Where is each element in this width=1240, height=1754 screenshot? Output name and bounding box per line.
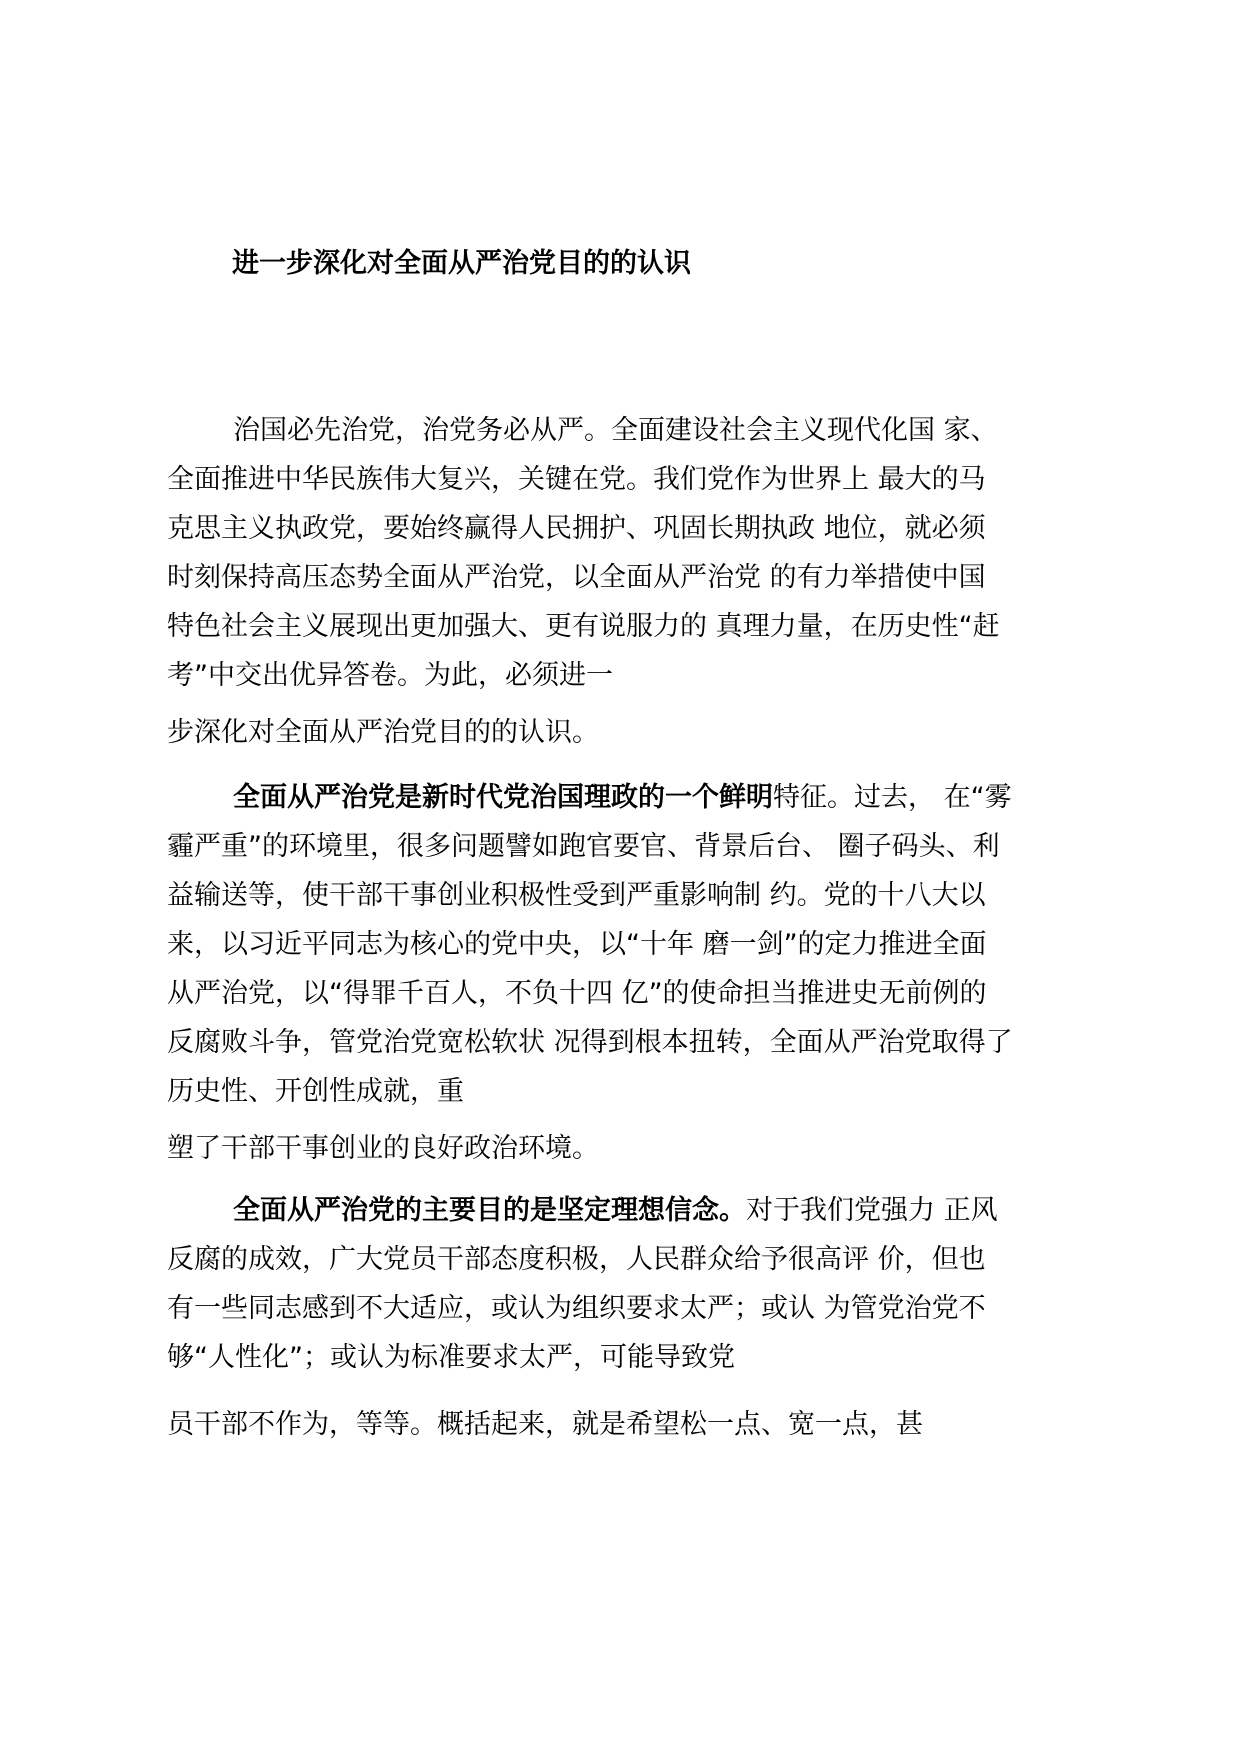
paragraph-3-lead-rest: 对于我们党强力 正风	[746, 1195, 998, 1226]
paragraph-3-line-1	[167, 1186, 1097, 1235]
paragraph-2-line-2: 霾严重”的环境里，很多问题譬如跑官要官、背景后台、 圈子码头、利	[167, 831, 1000, 862]
paragraph-1-line-5: 特色社会主义展现出更加强大、更有说服力的 真理力量，在历史性“赶	[167, 611, 1000, 642]
paragraph-3	[167, 1186, 1097, 1382]
paragraph-2-lead-bold: 全面从严治党是新时代党治国理政的一个鲜明	[233, 782, 773, 813]
paragraph-1	[167, 406, 1097, 700]
paragraph-2-line-1	[167, 773, 1097, 822]
paragraph-2	[167, 773, 1097, 1116]
paragraph-1-line-3: 克思主义执政党，要始终赢得人民拥护、巩固长期执政 地位，就必须	[167, 513, 986, 544]
document-title: 进一步深化对全面从严治党目的的认识	[232, 248, 691, 279]
paragraph-1-line-1: 治国必先治党，治党务必从严。全面建设社会主义现代化国 家、	[233, 415, 998, 446]
paragraph-2-line-6: 反腐败斗争，管党治党宽松软状 况得到根本扭转，全面从严治党取得了	[167, 1027, 1013, 1058]
paragraph-2-line-5: 从严治党，以“得罪千百人，不负十四 亿”的使命担当推进史无前例的	[167, 978, 987, 1009]
paragraph-1-line-4: 时刻保持高压态势全面从严治党，以全面从严治党 的有力举措使中国	[167, 562, 986, 593]
paragraph-3-line-2: 反腐的成效，广大党员干部态度积极，人民群众给予很高评 价，但也	[167, 1244, 986, 1275]
paragraph-2-line-4: 来，以习近平同志为核心的党中央，以“十年 磨一剑”的定力推进全面	[167, 929, 987, 960]
paragraph-2-lead-rest: 特征。过去， 在“雾	[773, 782, 1012, 813]
paragraph-3-line-3: 有一些同志感到不大适应，或认为组织要求太严；或认 为管党治党不	[167, 1293, 986, 1324]
paragraph-2-line-3: 益输送等，使干部干事创业积极性受到严重影响制 约。党的十八大以	[167, 880, 986, 911]
paragraph-1-line-6: 考”中交出优异答卷。为此，必须进一	[167, 660, 613, 691]
paragraph-1-continuation-line: 步深化对全面从严治党目的的认识。	[167, 717, 599, 748]
paragraph-1-line-2: 全面推进中华民族伟大复兴，关键在党。我们党作为世界上 最大的马	[167, 464, 986, 495]
paragraph-2-line-7: 历史性、开创性成就，重	[167, 1076, 464, 1107]
paragraph-3-continuation	[167, 1400, 1097, 1449]
paragraph-3-line-4: 够“人性化”；或认为标准要求太严，可能导致党	[167, 1342, 735, 1373]
paragraph-3-lead-bold: 全面从严治党的主要目的是坚定理想信念。	[233, 1195, 746, 1226]
paragraph-1-continuation	[167, 708, 1097, 757]
paragraph-3-continuation-line: 员干部不作为，等等。概括起来，就是希望松一点、宽一点，甚	[167, 1409, 923, 1440]
paragraph-2-continuation	[167, 1124, 1097, 1173]
paragraph-2-continuation-line: 塑了干部干事创业的良好政治环境。	[167, 1133, 599, 1164]
